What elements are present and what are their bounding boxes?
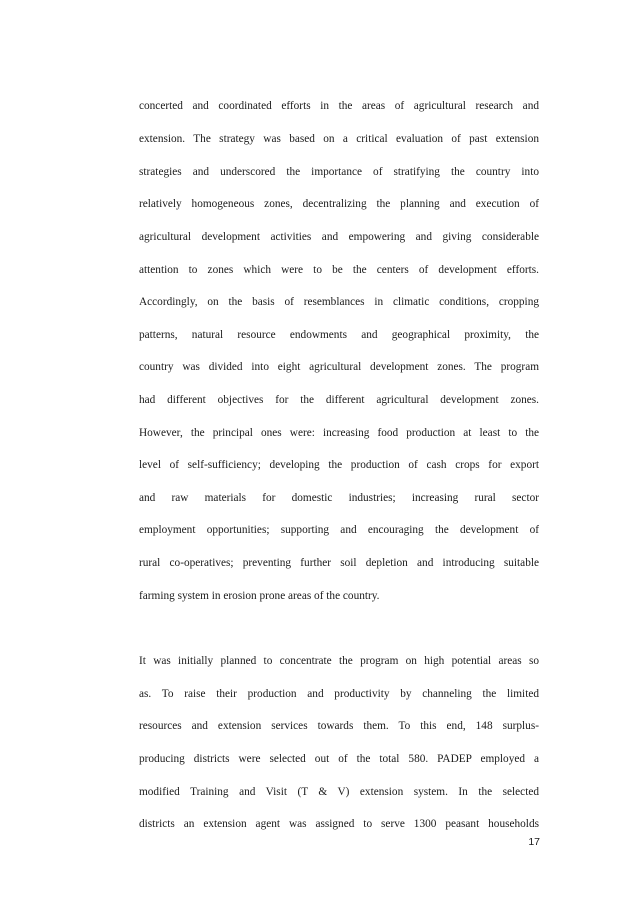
paragraph-1-line: rural co-operatives; preventing further soil depletion and introducing suitable (139, 557, 539, 569)
paragraph-1-line: employment opportunities; supporting and encouraging the development of (139, 524, 539, 536)
paragraph-2-line: It was initially planned to concentrate the program on high potential areas so (139, 655, 539, 667)
paragraph-1-line: Accordingly, on the basis of resemblances in climatic conditions, cropping (139, 296, 539, 308)
paragraph-2-line: producing districts were selected out of the total 580. PADEP employed a (139, 753, 539, 765)
paragraph-1-line: agricultural development activities and empowering and giving considerable (139, 231, 539, 243)
paragraph-1-line: patterns, natural resource endowments and geographical proximity, the (139, 329, 539, 341)
paragraph-1-line: country was divided into eight agricultural development zones. The program (139, 361, 539, 373)
paragraph-1-line: had different objectives for the different agricultural development zones. (139, 394, 539, 406)
paragraph-2-line: modified Training and Visit (T & V) extension system. In the selected (139, 786, 539, 798)
paragraph-2-line: resources and extension services towards them. To this end, 148 surplus- (139, 720, 539, 732)
page-number: 17 (528, 836, 540, 848)
paragraph-1-line: level of self-sufficiency; developing the production of cash crops for export (139, 459, 539, 471)
paragraph-1-line: However, the principal ones were: increasing food production at least to the (139, 427, 539, 439)
paragraph-1-line: extension. The strategy was based on a critical evaluation of past extension (139, 133, 539, 145)
paragraph-2-line: districts an extension agent was assigned to serve 1300 peasant households (139, 818, 539, 830)
paragraph-1-line: attention to zones which were to be the centers of development efforts. (139, 264, 539, 276)
paragraph-1-line: strategies and underscored the importance of stratifying the country into (139, 166, 539, 178)
paragraph-2-line: as. To raise their production and productivity by channeling the limited (139, 688, 539, 700)
paragraph-1-line: relatively homogeneous zones, decentralizing the planning and execution of (139, 198, 539, 210)
paragraph-1-line: concerted and coordinated efforts in the areas of agricultural research and (139, 100, 539, 112)
paragraph-1-line: and raw materials for domestic industries; increasing rural sector (139, 492, 539, 504)
paragraph-1-line: farming system in erosion prone areas of the country. (139, 590, 380, 602)
